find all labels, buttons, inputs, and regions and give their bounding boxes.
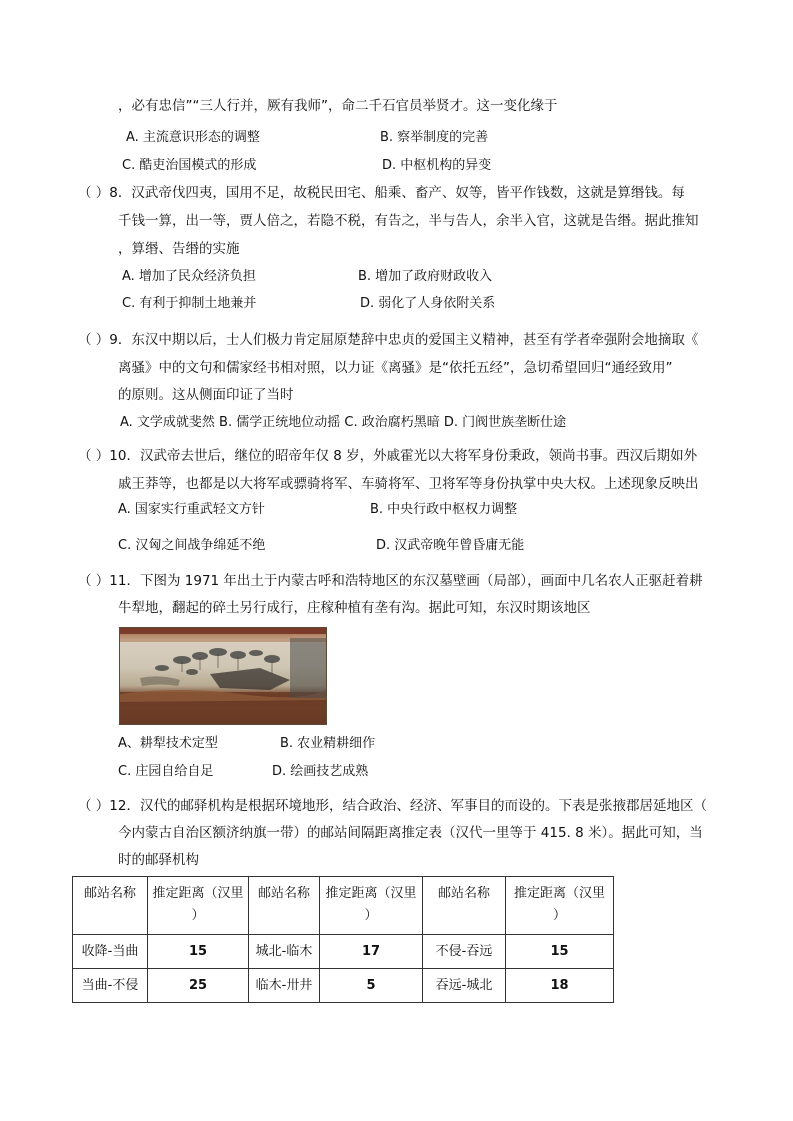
q9-options: A. 文学成就斐然 B. 儒学正统地位动摇 C. 政治腐朽黑暗 D. 门阀世族垄断仕途 xyxy=(120,415,567,430)
station-pair: 不侵-吞远 xyxy=(423,935,506,969)
q11-option-b: B. 农业精耕细作 xyxy=(280,736,376,751)
header-distance-3-line1: 推定距离（汉里 xyxy=(513,886,605,901)
q8-option-b: B. 增加了政府财政收入 xyxy=(358,269,493,284)
q10-stem-line-1: （ ）10．汉武帝去世后，继位的昭帝年仅 8 岁，外戚霍光以大将军身份秉政，领尚书事。西汉后期如外 xyxy=(78,448,698,464)
q11-option-d: D. 绘画技艺成熟 xyxy=(272,764,369,779)
header-distance-2-line1: 推定距离（汉里 xyxy=(325,886,417,901)
header-distance-1-line2: ） xyxy=(191,908,205,923)
distance-value: 18 xyxy=(506,969,614,1003)
header-station-name-3: 邮站名称 xyxy=(423,877,506,935)
distance-value: 15 xyxy=(148,935,249,969)
q11-stem-line-2: 牛犁地，翻起的碎土另行成行，庄稼种植有垄有沟。据此可知，东汉时期该地区 xyxy=(118,600,591,616)
header-distance-2-line2: ） xyxy=(364,908,378,923)
q9-stem-line-2: 离骚》中的文句和儒家经书相对照，以力证《离骚》是“依托五经”，急切希望回归“通经致用” xyxy=(118,360,673,376)
q12-stem-line-3: 时的邮驿机构 xyxy=(118,852,199,868)
header-distance-1 xyxy=(148,877,249,935)
q10-option-b: B. 中央行政中枢权力调整 xyxy=(370,502,518,517)
header-station-name-1: 邮站名称 xyxy=(73,877,148,935)
q8-option-d: D. 弱化了人身依附关系 xyxy=(360,296,496,311)
post-station-distance-table xyxy=(72,876,614,1003)
q9-stem-line-3: 的原则。这从侧面印证了当时 xyxy=(118,387,294,403)
q11-stem-line-1: （ ）11．下图为 1971 年出土于内蒙古呼和浩特地区的东汉墓壁画（局部），画面中几名农人正驱赶着耕 xyxy=(78,573,703,589)
q11-option-c: C. 庄园自给自足 xyxy=(118,764,214,779)
q11-option-a: A、耕犁技术定型 xyxy=(118,736,218,751)
header-distance-3-line2: ） xyxy=(552,908,566,923)
q8-stem-line-1: （ ）8．汉武帝伐四夷，国用不足，故税民田宅、船乘、畜产、奴等，皆平作钱数，这就是算缗钱。每 xyxy=(78,185,685,201)
q8-option-a: A. 增加了民众经济负担 xyxy=(122,269,256,284)
q7-stem-line: ，必有忠信”“三人行并，厥有我师”，命二千石官员举贤才。这一变化缘于 xyxy=(118,98,558,114)
q8-option-c: C. 有利于抑制土地兼并 xyxy=(122,296,257,311)
q12-stem-line-2: 今内蒙古自治区额济纳旗一带）的邮站间隔距离推定表（汉代一里等于 415. 8 米）。据此可知，当 xyxy=(118,825,703,841)
station-pair: 吞远-城北 xyxy=(423,969,506,1003)
tomb-mural-drawing xyxy=(120,628,326,724)
q7-option-c: C. 酷吏治国模式的形成 xyxy=(122,158,257,173)
q7-option-a: A. 主流意识形态的调整 xyxy=(126,130,260,145)
q10-option-d: D. 汉武帝晚年曾昏庸无能 xyxy=(376,538,525,553)
table-header-row xyxy=(73,877,614,935)
header-distance-3 xyxy=(506,877,614,935)
header-distance-1-line1: 推定距离（汉里 xyxy=(152,886,244,901)
q7-option-d: D. 中枢机构的异变 xyxy=(382,158,492,173)
distance-value: 5 xyxy=(320,969,423,1003)
distance-value: 15 xyxy=(506,935,614,969)
q8-stem-line-3: ，算缗、告缗的实施 xyxy=(118,241,240,257)
q12-stem-line-1: （ ）12．汉代的邮驿机构是根据环境地形，结合政治、经济、军事目的而设的。下表是张掖郡居延地区（ xyxy=(78,798,707,814)
q8-stem-line-2: 千钱一算，出一等，贾人倍之，若隐不税，有告之，半与告人，余半入官，这就是告缗。据此推知 xyxy=(118,213,699,229)
station-pair: 城北-临木 xyxy=(249,935,320,969)
q10-option-a: A. 国家实行重武轻文方针 xyxy=(118,502,265,517)
distance-value: 17 xyxy=(320,935,423,969)
table-row xyxy=(73,935,614,969)
table-row xyxy=(73,969,614,1003)
q9-stem-line-1: （ ）9．东汉中期以后，士人们极力肯定屈原楚辞中忠贞的爱国主义精神，甚至有学者牵强附会地摘取《 xyxy=(78,332,699,348)
q10-stem-line-2: 戚王莽等，也都是以大将军或骠骑将军、车骑将军、卫将军等身份执掌中央大权。上述现象反映出 xyxy=(118,476,699,492)
tomb-mural-image xyxy=(119,627,327,725)
distance-value: 25 xyxy=(148,969,249,1003)
q10-option-c: C. 汉匈之间战争绵延不绝 xyxy=(118,538,266,553)
station-pair: 收降-当曲 xyxy=(73,935,148,969)
header-distance-2 xyxy=(320,877,423,935)
station-pair: 当曲-不侵 xyxy=(73,969,148,1003)
header-station-name-2: 邮站名称 xyxy=(249,877,320,935)
q7-option-b: B. 察举制度的完善 xyxy=(380,130,489,145)
station-pair: 临木-卅井 xyxy=(249,969,320,1003)
